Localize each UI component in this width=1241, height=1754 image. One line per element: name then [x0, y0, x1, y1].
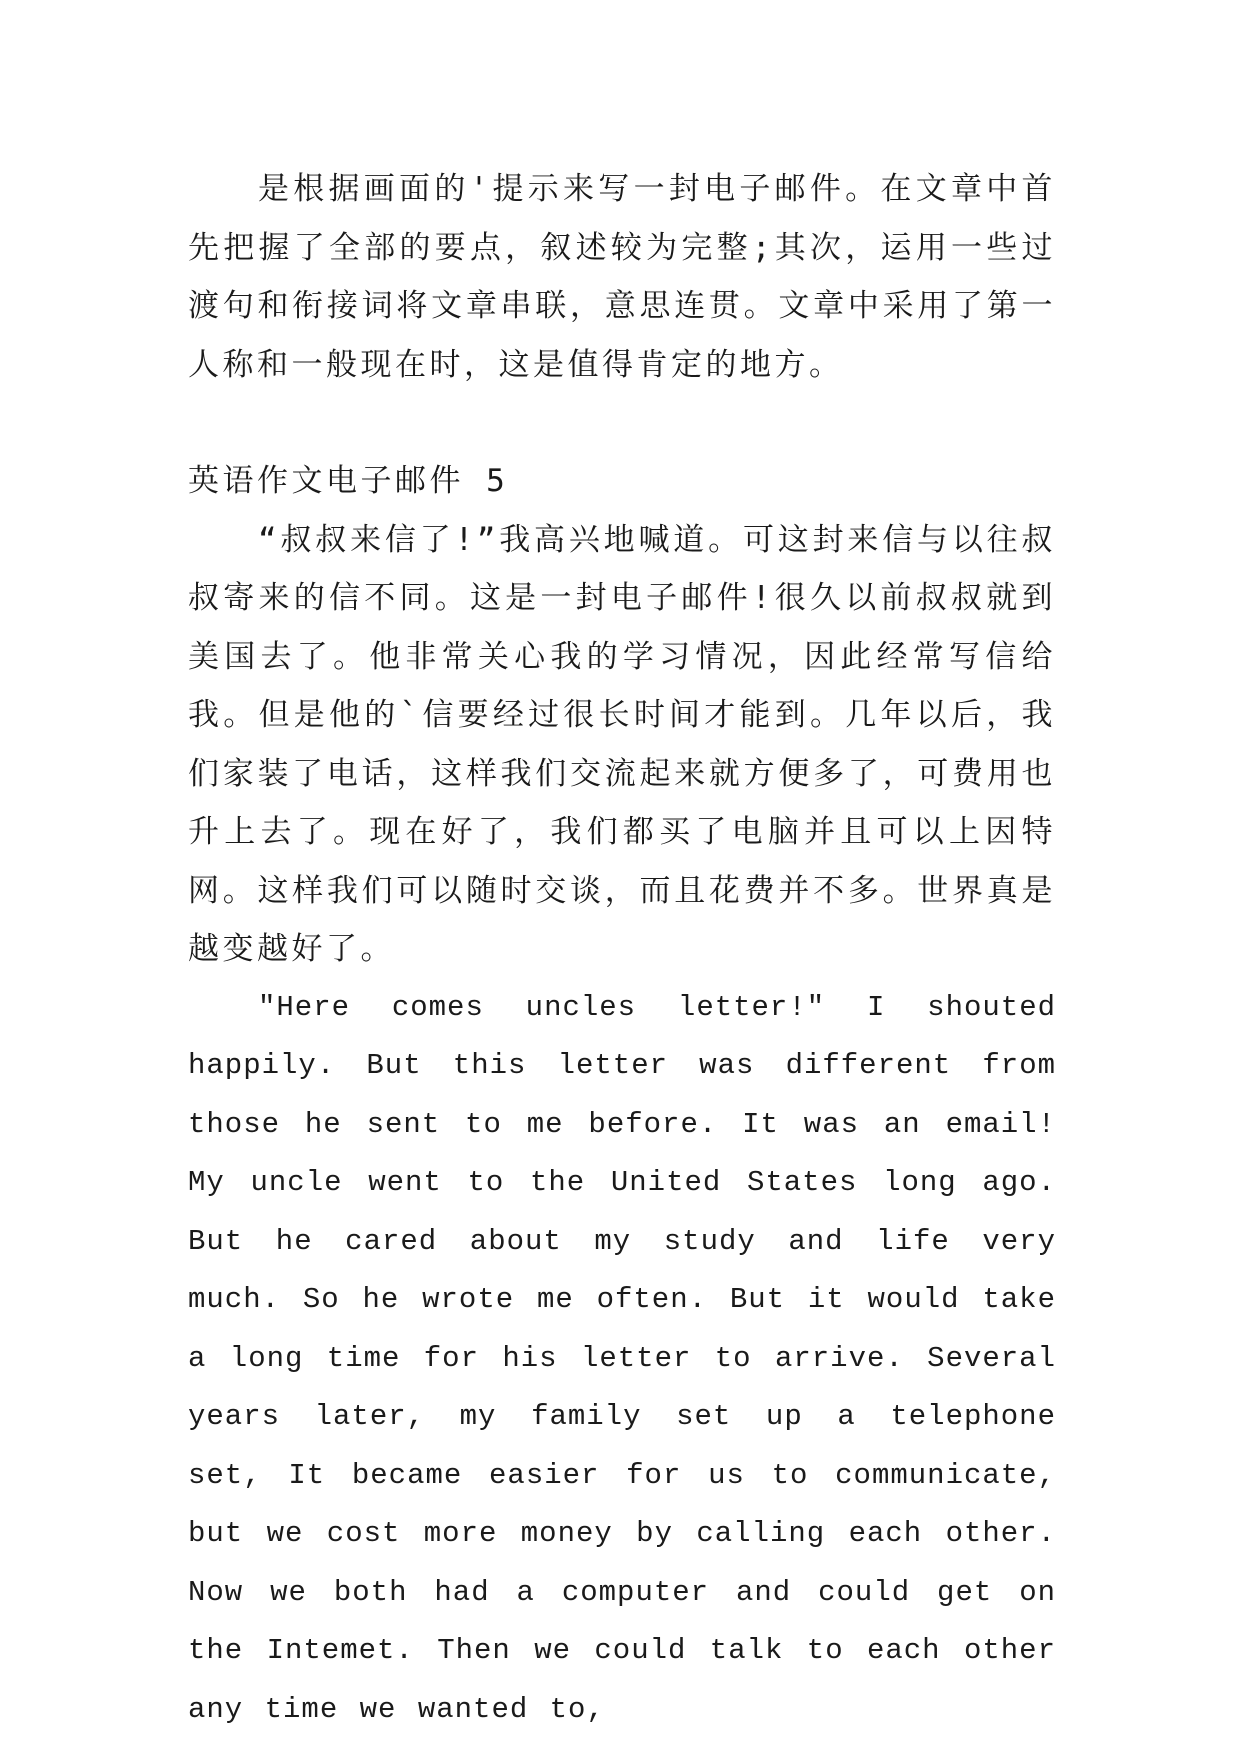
spacer — [188, 394, 1056, 452]
paragraph-english-essay: "Here comes uncles letter!" I shouted happily. But this letter was different from those he sent to me before. It was an email! My uncle went to the United States long ago. But he cared about my study and life very much. So he wrote me often. But it would take a long time for his letter to arrive. Several years later, my family set up a telephone set, It became easier for us to communicate, but we cost more money by calling each other. Now we both had a computer and could get on the Intemet. Then we could talk to each other any time we wanted to, — [188, 990, 1056, 1726]
document-page — [188, 160, 1056, 1739]
section-heading: 英语作文电子邮件 5 — [188, 463, 509, 499]
paragraph-chinese-essay: “叔叔来信了!”我高兴地喊道。可这封来信与以往叔叔寄来的信不同。这是一封电子邮件!很久以前叔叔就到美国去了。他非常关心我的学习情况，因此经常写信给我。但是他的`信要经过很长时间才能到。几年以后，我们家装了电话，这样我们交流起来就方便多了，可费用也升上去了。现在好了，我们都买了电脑并且可以上因特网。这样我们可以随时交谈，而且花费并不多。世界真是越变越好了。 — [188, 521, 1056, 967]
paragraph-commentary: 是根据画面的'提示来写一封电子邮件。在文章中首先把握了全部的要点，叙述较为完整;其次，运用一些过渡句和衔接词将文章串联，意思连贯。文章中采用了第一人称和一般现在时，这是值得肯定的地方。 — [188, 171, 1056, 383]
